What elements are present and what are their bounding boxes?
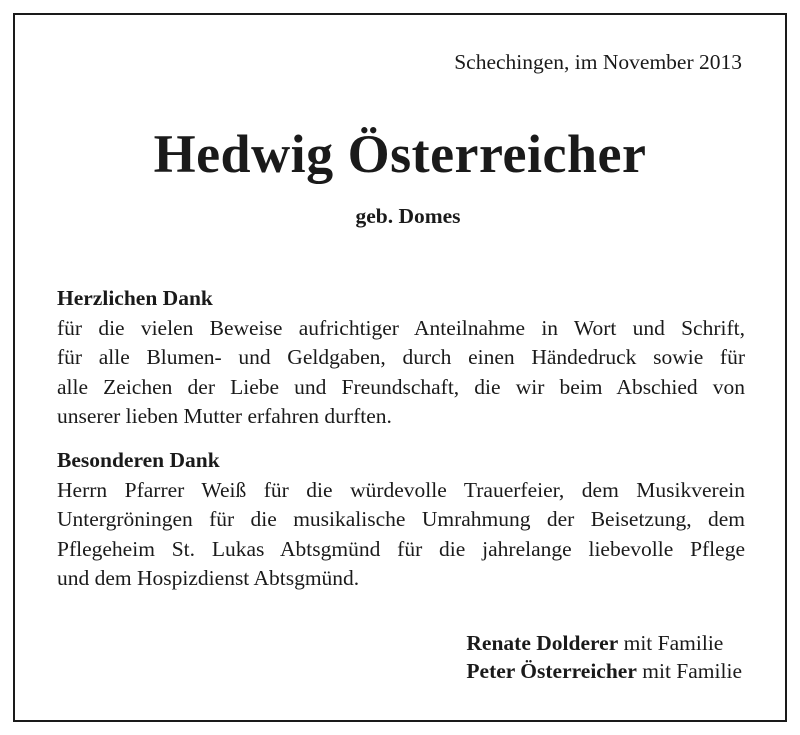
section-text-line: Herrn Pfarrer Weiß für die würdevolle Trauerfeier, dem Musikverein [57,477,745,502]
section-text-line: Untergröningen für die musikalische Umrahmung der Beisetzung, dem [57,507,745,531]
place-date: Schechingen, im November 2013 [454,50,742,74]
section-text-line: unserer lieben Mutter erfahren durften. [57,404,392,428]
section-text-line: für die vielen Beweise aufrichtiger Anteilnahme in Wort und Schrift, [57,315,745,340]
section-text-line: und dem Hospizdienst Abtsgmünd. [57,566,360,590]
section-heading: Besonderen Dank [57,448,220,472]
section-heading: Herzlichen Dank [57,286,213,310]
section-text-line: alle Zeichen der Liebe und Freundschaft, die wir beim Abschied von [57,374,745,399]
deceased-name: Hedwig Österreicher [153,124,647,184]
thanks-section-general [57,284,745,432]
notice-body [15,15,785,720]
signature-row [466,657,742,685]
signatory-suffix: mit Familie [642,659,742,683]
signatory-name: Peter Österreicher [466,659,637,683]
signatory-suffix: mit Familie [623,631,724,655]
notice-border [13,13,787,722]
section-text-line: für alle Blumen- und Geldgaben, durch einen Händedruck sowie für [57,345,745,369]
signature-row [466,629,742,657]
signature-block [466,629,742,685]
thanks-section-special [57,446,745,594]
signatory-name: Renate Dolderer [466,631,619,655]
section-text-line: Pflegeheim St. Lukas Abtsgmünd für die jahrelange liebevolle Pflege [57,536,745,561]
maiden-name: geb. Domes [355,204,461,228]
